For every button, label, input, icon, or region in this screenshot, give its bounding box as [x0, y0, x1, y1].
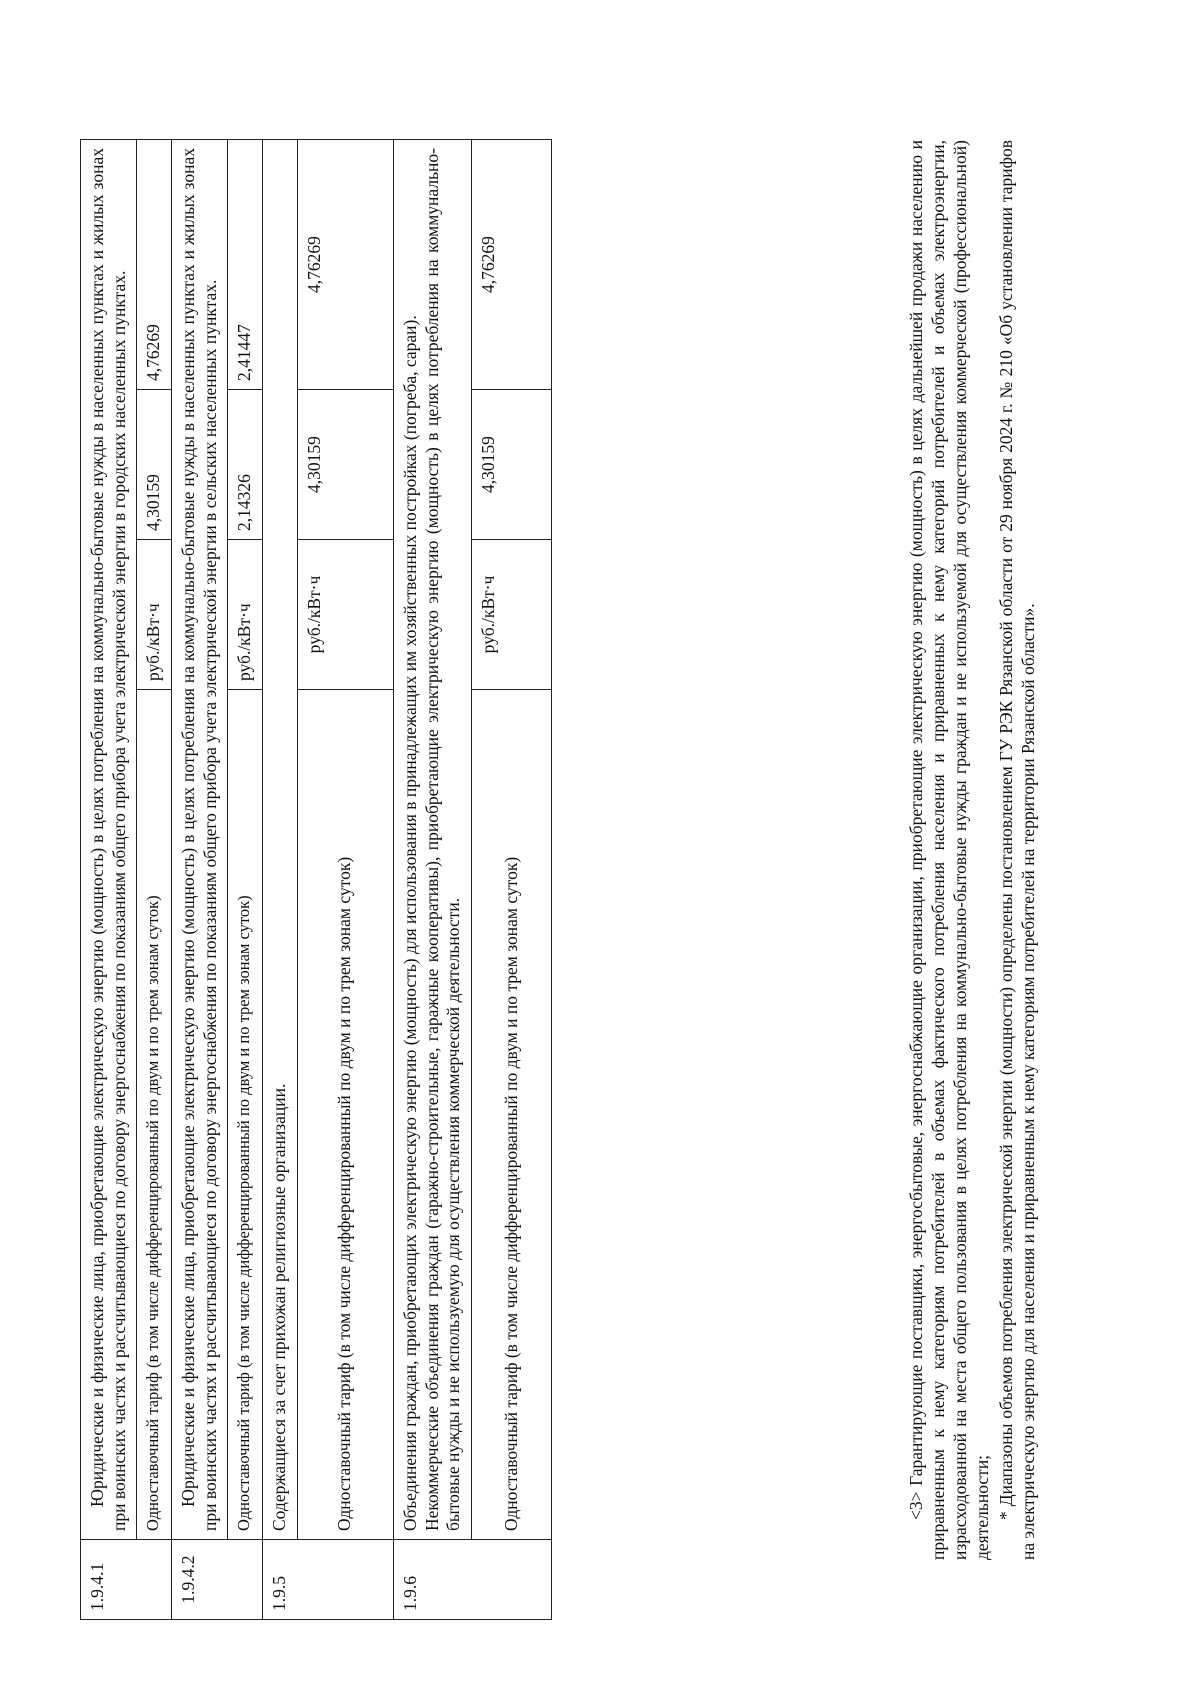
value-cell: 4,76269 — [297, 140, 393, 390]
value-cell: 2,14326 — [228, 390, 263, 540]
table-row — [471, 140, 551, 1620]
unit-cell: руб./кВт·ч — [228, 540, 263, 690]
tariff-label: Одноставочный тариф (в том числе дифференцированный по двум и по трем зонам суток) — [297, 690, 393, 1540]
row-description — [81, 140, 137, 1540]
unit-cell: руб./кВт·ч — [137, 540, 172, 690]
table-row — [81, 140, 137, 1620]
row-number: 1.9.5 — [263, 1540, 394, 1620]
value-cell: 4,30159 — [137, 390, 172, 540]
row-description — [172, 140, 228, 1540]
rotated-page — [60, 80, 1150, 1640]
value-cell: 2,41447 — [228, 140, 263, 390]
description-text: Некоммерческие объединения граждан (гаражно-строительные, гаражные кооперативы), приобретающие электрическую энергию (мощность) в целях потребления на коммунально-бытовые нужды и не используемую для осуществления коммерческой деятельности. — [421, 148, 464, 1531]
table-row — [393, 140, 471, 1620]
value-cell: 4,30159 — [471, 390, 551, 540]
unit-cell: руб./кВт·ч — [471, 540, 551, 690]
description-text: Юридические и физические лица, приобретающие электрическую энергию (мощность) в целях потребления на коммунально-бытовые нужды в населенных пунктах и жилых зонах при воинских частях и рассчитывающиеся по договору энергоснабжения по показаниям общего прибора учета электрической энергии в сельских населенных пунктах. — [178, 148, 220, 1531]
table-row — [137, 140, 172, 1620]
tariff-label: Одноставочный тариф (в том числе дифференцированный по двум и по трем зонам суток) — [471, 690, 551, 1540]
table-row — [228, 140, 263, 1620]
tariff-table — [80, 139, 552, 1620]
footnote-star: * Диапазоны объемов потребления электрической энергии (мощности) определены постановлением ГУ РЭК Рязанской области от 29 ноября 2024 г. № 210 «Об установлении тарифов на электрическую энергию для населения и приравненным к нему категориям потребителей на территории Рязанской области». — [996, 140, 1039, 1560]
unit-cell: руб./кВт·ч — [297, 540, 393, 690]
tariff-label: Одноставочный тариф (в том числе дифференцированный по двум и по трем зонам суток) — [137, 690, 172, 1540]
value-cell: 4,76269 — [137, 140, 172, 390]
table-row — [297, 140, 393, 1620]
row-number: 1.9.4.2 — [172, 1540, 263, 1620]
footnotes — [905, 140, 1039, 1560]
table-row — [263, 140, 298, 1620]
value-cell: 4,30159 — [297, 390, 393, 540]
row-description: Содержащиеся за счет прихожан религиозные организации. — [263, 140, 298, 1540]
footnote-3: <3> Гарантирующие поставщики, энергосбытовые, энергоснабжающие организации, приобретающие электрическую энергию (мощность) в целях дальнейшей продажи населению и приравненным к нему категориям потребителей в объемах фактического потребления населения и приравненных к нему категорий потребителей и объемах электроэнергии, израсходованной на места общего пользования в целях потребления на коммунально-бытовые нужды граждан и не используемой для осуществления коммерческой (профессиональной) деятельности; — [906, 140, 993, 1560]
row-number: 1.9.4.1 — [81, 1540, 172, 1620]
tariff-label: Одноставочный тариф (в том числе дифференцированный по двум и по трем зонам суток) — [228, 690, 263, 1540]
row-description — [393, 140, 471, 1540]
value-cell: 4,76269 — [471, 140, 551, 390]
description-text: Юридические и физические лица, приобретающие электрическую энергию (мощность) в целях потребления на коммунально-бытовые нужды в населенных пунктах и жилых зонах при воинских частях и рассчитывающиеся по договору энергоснабжения по показаниям общего прибора учета электрической энергии в городских населенных пунктах. — [87, 148, 129, 1531]
description-text: Объединения граждан, приобретающих электрическую энергию (мощность) для использования в принадлежащих им хозяйственных постройках (погреба, сараи). — [399, 315, 420, 1531]
table-row — [172, 140, 228, 1620]
row-number: 1.9.6 — [393, 1540, 551, 1620]
